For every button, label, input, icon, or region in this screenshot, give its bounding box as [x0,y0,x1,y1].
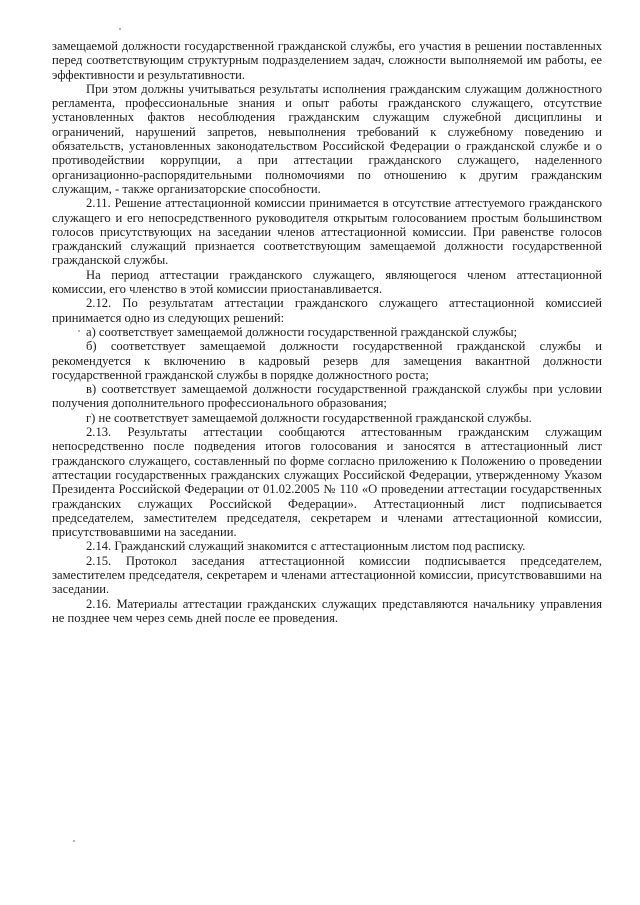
paragraph: При этом должны учитываться результаты исполнения гражданским служащим должностного регламента, профессиональные знания и опыт работы гражданского служащего, отсутствие установленных фактов несоблюдения гражданским служащим служебной дисциплины и ограничений, нарушений запретов, невыполнения требований к служебному поведению и обязательств, установленных законодательством Российской Федерации о гражданской службе и о противодействии коррупции, а при аттестации гражданского служащего, наделенного организационно-распорядительными полномочиями по отношению к другим гражданским служащим, - также организаторские способности. [52,81,602,196]
scan-speck [119,28,121,30]
paragraph-2-12: 2.12. По результатам аттестации гражданского служащего аттестационной комиссией принимается одно из следующих решений: [52,296,602,325]
list-item-g: г) не соответствует замещаемой должности государственной гражданской службы. [86,410,532,425]
paragraph-2-16: 2.16. Материалы аттестации гражданских служащих представляются начальнику управления не позднее чем через семь дней после ее проведения. [52,596,602,625]
list-item-b: б) соответствует замещаемой должности государственной гражданской службы и рекомендуется к включению в кадровый резерв для замещения вакантной должности государственной гражданской службы в порядке должностного роста; [52,339,602,382]
paragraph: На период аттестации гражданского служащего, являющегося членом аттестационной комиссии, его членство в этой комиссии приостанавливается. [52,267,602,297]
paragraph-2-14: 2.14. Гражданский служащий знакомится с аттестационным листом под расписку. [86,539,526,554]
paragraph: замещаемой должности государственной гражданской службы, его участия в решении поставленных перед соответствующим структурным подразделением задач, сложности выполняемой им работы, ее эффективности и результативности. [52,39,602,82]
paragraph-2-11: 2.11. Решение аттестационной комиссии принимается в отсутствие аттестуемого гражданского служащего и его непосредственного руководителя открытым голосованием простым большинством голосов присутствующих на заседании членов аттестационной комиссии. При равенстве голосов гражданский служащий признается соответствующим замещаемой должности государственной гражданской службы. [52,196,602,268]
list-item-v: в) соответствует замещаемой должности государственной гражданской службы при условии получения дополнительного профессионального образования; [52,382,602,411]
scan-speck [73,840,75,842]
paragraph-2-15: 2.15. Протокол заседания аттестационной комиссии подписывается председателем, заместителем председателя, секретарем и членами аттестационной комиссии, присутствовавшими на заседании. [52,553,602,597]
document-body [52,39,602,625]
list-item-a: а) соответствует замещаемой должности государственной гражданской службы; [86,324,518,339]
paragraph-2-13: 2.13. Результаты аттестации сообщаются аттестованным гражданским служащим непосредственно после подведения итогов голосования и заносятся в аттестационный лист гражданского служащего, составленный по форме согласно приложению к Положению о проведении аттестации государственных гражданских служащих Российской Федерации, утвержденному Указом Президента Российской Федерации от 01.02.2005 № 110 «О проведении аттестации государственных гражданских служащих Российской Федерации». Аттестационный лист подписывается председателем, заместителем председателя, секретарем и членами аттестационной комиссии, присутствовавшими на заседании. [52,425,602,540]
